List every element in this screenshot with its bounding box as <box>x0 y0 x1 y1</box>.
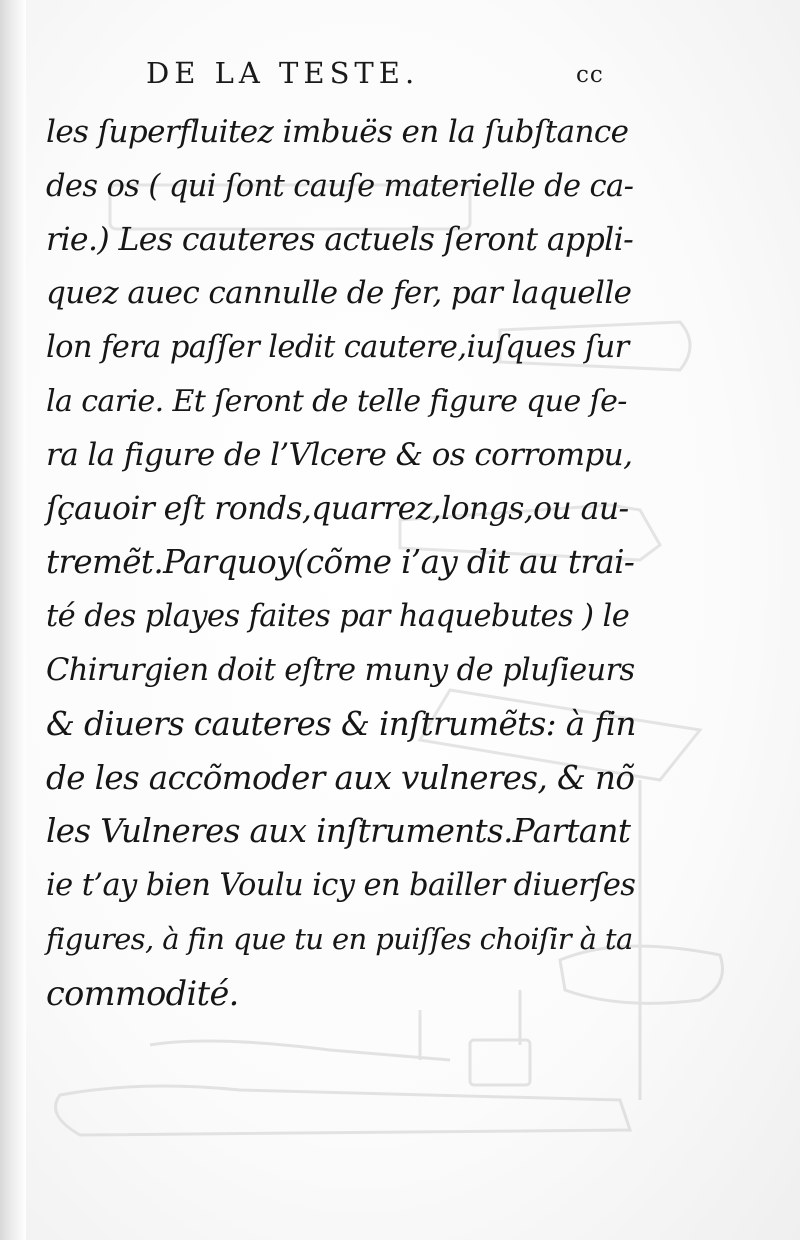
text-line: Chirurgien doit eſtre muny de pluſieurs <box>46 652 635 688</box>
text-line: ra la figure de l’Vlcere & os corrompu, <box>46 436 633 473</box>
text-line: les ſuperfluitez imbuës en la ſubſtance <box>46 114 629 150</box>
text-line: lon fera paſſer ledit cautere,iuſques ſur <box>46 330 629 366</box>
text-line: ie t’ay bien Voulu icy en bailler diuerſes <box>46 868 636 904</box>
text-line: tremẽt.Parquoy(cõme i’ay dit au trai- <box>46 543 635 582</box>
text-line: té des playes faites par haquebutes ) le <box>46 599 630 635</box>
text-line: & diuers cauteres & inſtrumẽts: à fin <box>46 704 636 743</box>
text-line: des os ( qui ſont cauſe materielle de ca- <box>46 168 634 204</box>
page-header <box>0 56 800 96</box>
text-line: les Vulneres aux inſtruments.Partant <box>46 812 631 851</box>
text-line: quez auec cannulle de fer, par laquelle <box>46 275 632 312</box>
text-line: ſçauoir eſt ronds,quarrez,longs,ou au- <box>46 490 629 527</box>
folio-number: cc <box>576 62 604 88</box>
running-title: DE LA TESTE. <box>146 56 420 90</box>
text-line: de les accõmoder aux vulneres, & nõ <box>46 758 635 797</box>
text-line: rie.) Les cauteres actuels ſeront appli- <box>46 221 634 258</box>
text-line: commodité. <box>46 973 239 1013</box>
text-line: la carie. Et ſeront de telle figure que ſe- <box>46 383 627 419</box>
text-line: figures, à fin que tu en puiſſes choiſir à ta <box>46 921 633 956</box>
body-text <box>46 106 636 1021</box>
